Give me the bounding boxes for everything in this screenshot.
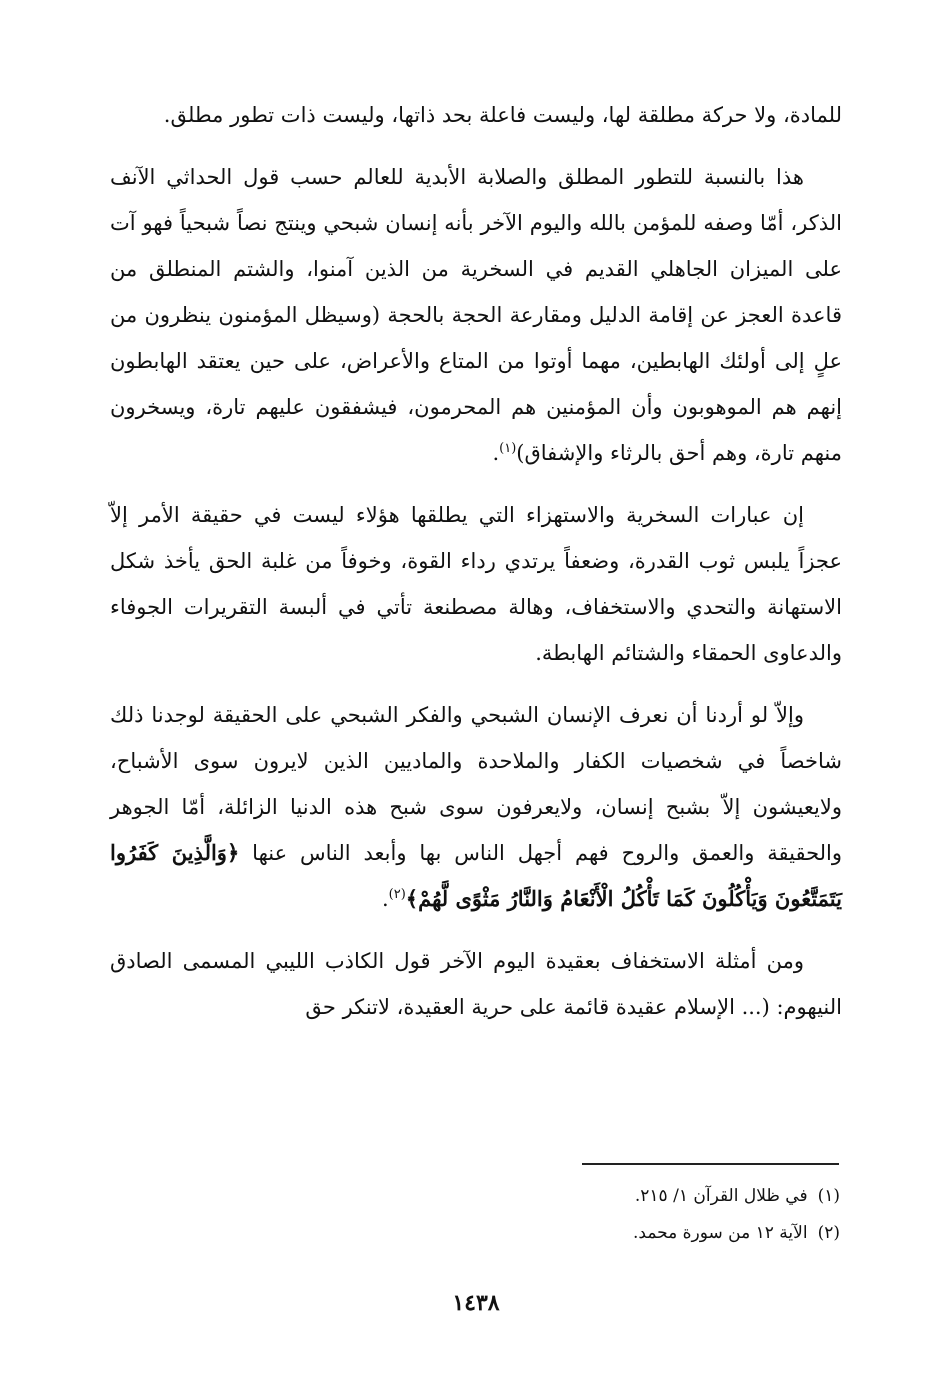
paragraph-4: وإلاّ لو أردنا أن نعرف الإنسان الشبحي والفكر الشبحي على الحقيقة لوجدنا ذلك شاخصاً في شخصيات الكفار والملاحدة والماديين الذين لايرون سوى الأشباح، ولايعيشون إلاّ بشبح إنسان، ولايعرفون سوى شبح هذه الدنيا الزائلة، أمّا الجوهر والحقيقة والعمق والروح فهم أجهل الناس بها وأبعد الناس عنها ﴿وَالَّذِينَ كَفَرُوا يَتَمَتَّعُونَ وَيَأْكُلُونَ كَمَا تَأْكُلُ الْأَنْعَامُ وَالنَّارُ مَثْوًى لَّهُمْ﴾$^{(٢)}$. <box>110 703 842 911</box>
footnote-1 <box>300 1178 840 1215</box>
footnote-separator <box>582 1163 839 1165</box>
footnote-number: (٢) <box>817 1223 840 1243</box>
footnote-2 <box>300 1215 840 1252</box>
paragraph-1: للمادة، ولا حركة مطلقة لها، وليست فاعلة بحد ذاتها، وليست ذات تطور مطلق. <box>163 103 842 127</box>
footnote-number: (١) <box>817 1186 840 1206</box>
footnote-ref-2[interactable]: (٢) <box>388 887 406 902</box>
page-number: ١٤٣٨ <box>452 1290 500 1316</box>
main-text <box>110 92 842 1046</box>
quran-verse: ﴿وَالَّذِينَ كَفَرُوا يَتَمَتَّعُونَ وَيَأْكُلُونَ كَمَا تَأْكُلُ الْأَنْعَامُ وَالنَّارُ مَثْوًى لَّهُمْ﴾ <box>110 840 842 911</box>
footnote-ref-1[interactable]: (١) <box>499 441 517 456</box>
paragraph-3: إن عبارات السخرية والاستهزاء التي يطلقها هؤلاء ليست في حقيقة الأمر إلاّ عجزاً يلبس ثوب القدرة، وضعفاً يرتدي رداء القوة، وخوفاً من غلبة الحق يأخذ شكل الاستهانة والتحدي والاستخفاف، وهالة مصطنعة تأتي في ألبسة التقريرات الجوفاء والدعاوى الحمقاء والشتائم الهابطة. <box>110 503 842 665</box>
paragraph-5: ومن أمثلة الاستخفاف بعقيدة اليوم الآخر قول الكاذب الليبي المسمى الصادق النيهوم: (... الإسلام عقيدة قائمة على حرية العقيدة، لاتنكر حق <box>110 949 842 1019</box>
footnote-text: في ظلال القرآن ١/ ٢١٥. <box>634 1186 808 1206</box>
footnote-text: الآية ١٢ من سورة محمد. <box>633 1223 808 1243</box>
paragraph-2: هذا بالنسبة للتطور المطلق والصلابة الأبدية للعالم حسب قول الحداثي الآنف الذكر، أمّا وصفه للمؤمن بالله واليوم الآخر بأنه إنسان شبحي وينتج نصاً شبحياً فهو آت على الميزان الجاهلي القديم في السخرية من الذين آمنوا، والشتم المنطلق من قاعدة العجز عن إقامة الدليل ومقارعة الحجة بالحجة (وسيظل المؤمنون ينظرون من علٍ إلى أولئك الهابطين، مهما أوتوا من المتاع والأعراض، على حين يعتقد الهابطون إنهم هم الموهوبون وأن المؤمنين هم المحرمون، فيشفقون عليهم تارة، ويسخرون منهم تارة، وهم أحق بالرثاء والإشفاق)$^{(١)}$. <box>110 165 842 465</box>
footnotes <box>300 1178 840 1252</box>
